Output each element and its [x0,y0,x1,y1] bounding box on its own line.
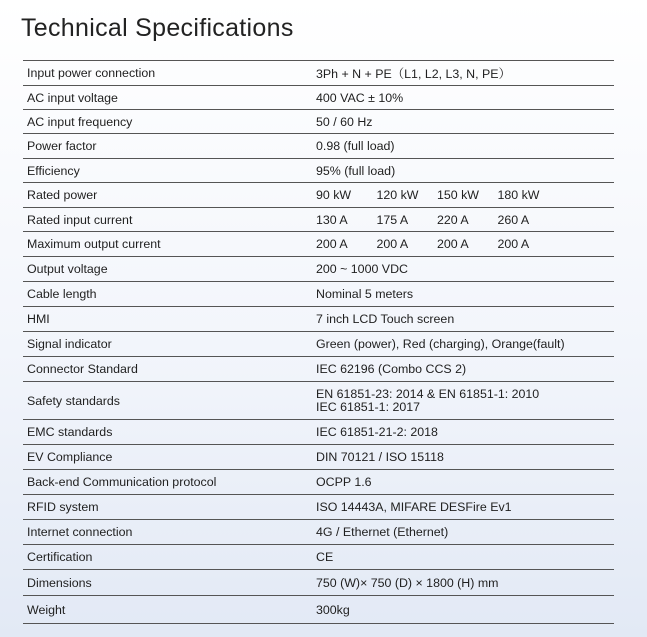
input-current-3: 220 A [437,212,469,227]
spec-row [23,159,614,183]
spec-value: OCPP 1.6 [316,475,372,489]
spec-label: AC input voltage [27,90,118,105]
spec-value: DIN 70121 / ISO 15118 [316,450,444,464]
rated-power-150: 150 kW [437,188,480,202]
spec-row [23,208,614,232]
spec-label: Dimensions [27,575,92,590]
spec-value: ISO 14443A, MIFARE DESFire Ev1 [316,500,512,514]
rated-power-90: 90 kW [316,188,352,202]
spec-row [23,110,614,134]
spec-label: Output voltage [27,262,108,276]
spec-label: HMI [27,312,50,326]
spec-value: 7 inch LCD Touch screen [316,312,455,326]
spec-row [23,470,614,495]
spec-row [23,307,614,332]
spec-label: Power factor [27,139,97,153]
spec-value: Green (power), Red (charging), Orange(fault) [316,337,565,351]
spec-row [23,420,614,445]
spec-value: 0.98 (full load) [316,139,395,153]
spec-row [23,495,614,520]
spec-value: CE [316,550,334,564]
spec-label: Efficiency [27,163,80,178]
spec-value: 200 ~ 1000 VDC [316,262,408,276]
spec-row [23,257,614,282]
spec-value: 400 VAC ± 10% [316,90,404,105]
rated-power-120: 120 kW [376,188,419,202]
spec-label: Maximum output current [27,237,161,251]
spec-label: EMC standards [27,425,113,439]
spec-value-group [312,188,614,202]
page-title: Technical Specifications [21,14,294,42]
spec-label: Input power connection [27,66,156,80]
spec-label: Weight [27,602,66,617]
spec-value: 750 (W)× 750 (D) × 1800 (H) mm [316,575,499,590]
spec-label: Cable length [27,287,97,301]
spec-label: Connector Standard [27,362,138,376]
spec-value: IEC 61851-21-2: 2018 [316,425,438,439]
spec-row [23,382,614,420]
output-current-2: 200 A [376,237,409,251]
output-current-3: 200 A [437,237,469,251]
spec-label: Rated power [27,188,98,202]
spec-label: AC input frequency [27,114,133,129]
spec-label: Internet connection [27,525,133,539]
spec-row [23,520,614,545]
spec-row [23,445,614,470]
spec-value: 4G / Ethernet (Ethernet) [316,525,449,539]
spec-value: 300kg [316,602,350,617]
spec-row [23,596,614,624]
input-current-4: 260 A [497,212,530,227]
spec-label: EV Compliance [27,450,113,464]
spec-value: 50 / 60 Hz [316,114,373,129]
spec-row [23,86,614,110]
spec-value: Nominal 5 meters [316,287,414,301]
spec-row [23,357,614,382]
spec-row [23,183,614,208]
spec-row [23,232,614,257]
spec-row [23,545,614,570]
spec-label: Signal indicator [27,337,112,351]
spec-row [23,282,614,307]
spec-label: Safety standards [27,393,120,408]
safety-standard-line: EN 61851-23: 2014 & EN 61851-1: 2010 [316,386,540,401]
safety-standard-line: IEC 61851-1: 2017 [316,399,421,414]
spec-value [312,388,614,414]
rated-power-180: 180 kW [497,188,540,202]
spec-label: Rated input current [27,212,133,227]
spec-row [23,570,614,596]
spec-label: RFID system [27,500,99,514]
output-current-1: 200 A [316,237,348,251]
spec-value: 95% (full load) [316,163,396,178]
spec-value-group [312,213,614,227]
spec-row [23,134,614,159]
spec-value-group [312,237,614,251]
spec-label: Certification [27,550,93,564]
spec-row [23,61,614,86]
spec-value: IEC 62196 (Combo CCS 2) [316,362,467,376]
input-current-1: 130 A [316,212,348,227]
spec-label: Back-end Communication protocol [27,475,217,489]
spec-table [23,60,614,624]
output-current-4: 200 A [497,237,530,251]
input-current-2: 175 A [376,212,409,227]
spec-value: 3Ph + N + PE（L1, L2, L3, N, PE） [316,67,511,81]
spec-row [23,332,614,357]
